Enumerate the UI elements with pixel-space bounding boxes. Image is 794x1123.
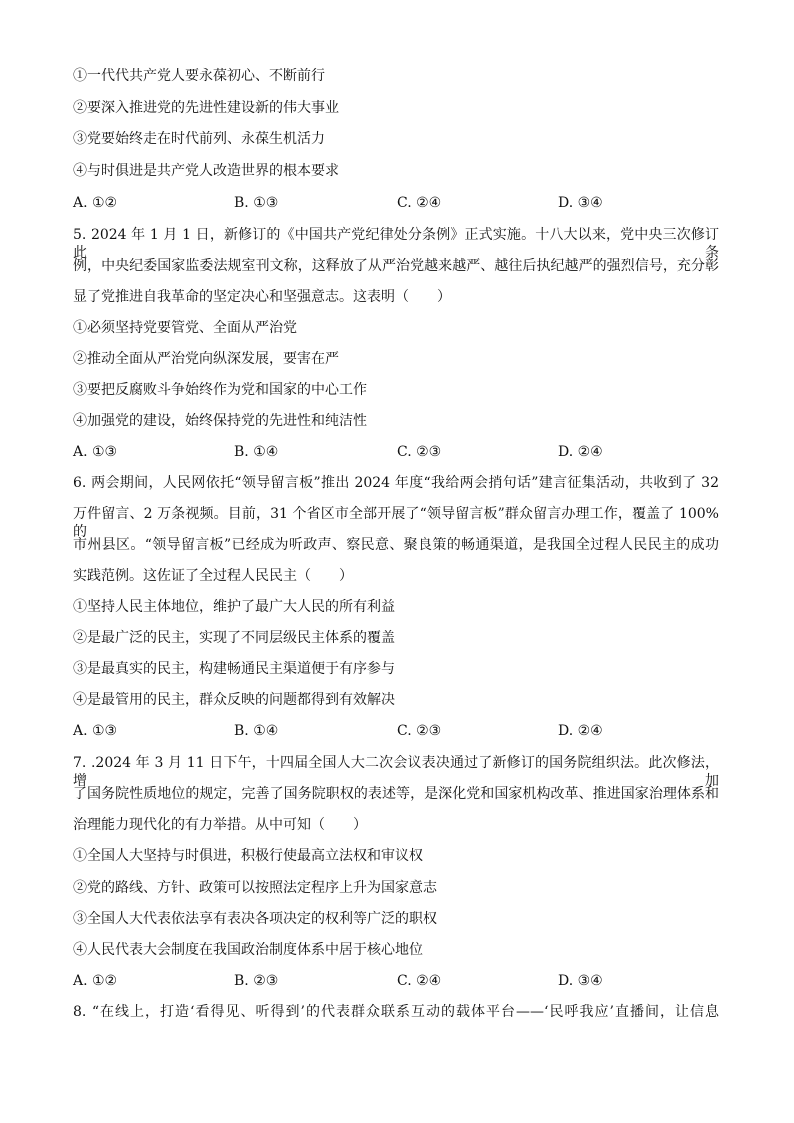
q4-option-a: A. ①② bbox=[73, 195, 118, 211]
q5-option-d: D. ②④ bbox=[558, 444, 603, 460]
q7-stem-line-2: 了国务院性质地位的规定，完善了国务院职权的表述等，是深化党和国家机构改革、推进国家治理体系和 bbox=[73, 786, 719, 802]
q6-option-c: C. ②③ bbox=[397, 723, 442, 739]
q6-statement-4: ④是最管用的民主，群众反映的问题都得到有效解决 bbox=[73, 692, 395, 708]
q7-option-a: A. ①② bbox=[73, 973, 118, 989]
q5-option-c: C. ②③ bbox=[397, 444, 442, 460]
q4-option-c: C. ②④ bbox=[397, 195, 442, 211]
q7-stem-line-1: 7. .2024 年 3 月 11 日下午，十四届全国人大二次会议表决通过了新修订的国务院组织法。此次修法，增加 bbox=[73, 755, 719, 789]
q4-statement-2: ②要深入推进党的先进性建设新的伟大事业 bbox=[73, 100, 339, 116]
q7-option-d: D. ③④ bbox=[558, 973, 603, 989]
q4-statement-4: ④与时俱进是共产党人改造世界的根本要求 bbox=[73, 163, 339, 179]
q6-stem-line-4: 实践范例。这佐证了全过程人民民主（ ） bbox=[73, 568, 353, 584]
q5-statement-2: ②推动全面从严治党向纵深发展，要害在严 bbox=[73, 351, 339, 367]
q7-option-c: C. ②④ bbox=[397, 973, 442, 989]
q6-statement-2: ②是最广泛的民主，实现了不同层级民主体系的覆盖 bbox=[73, 630, 395, 646]
q6-option-d: D. ②④ bbox=[558, 723, 603, 739]
q4-option-b: B. ①③ bbox=[234, 195, 279, 211]
q5-stem-line-3: 显了党推进自我革命的坚定决心和坚强意志。这表明（ ） bbox=[73, 289, 451, 305]
q6-option-a: A. ①③ bbox=[73, 723, 118, 739]
q7-option-b: B. ②③ bbox=[234, 973, 279, 989]
q7-statement-4: ④人民代表大会制度在我国政治制度体系中居于核心地位 bbox=[73, 942, 423, 958]
q5-statement-4: ④加强党的建设，始终保持党的先进性和纯洁性 bbox=[73, 413, 367, 429]
q4-statement-1: ①一代代共产党人要永葆初心、不断前行 bbox=[73, 68, 325, 84]
q5-stem-line-1: 5. 2024 年 1 月 1 日，新修订的《中国共产党纪律处分条例》正式实施。十八大以来，党中央三次修订此条 bbox=[73, 227, 719, 261]
q5-statement-1: ①必须坚持党要管党、全面从严治党 bbox=[73, 320, 297, 336]
q6-option-b: B. ①④ bbox=[234, 723, 279, 739]
q5-stem-line-2: 例，中央纪委国家监委法规室刊文称，这释放了从严治党越来越严、越往后执纪越严的强烈信号，充分彰 bbox=[73, 258, 719, 274]
q6-stem-line-1: 6. 两会期间，人民网依托“领导留言板”推出 2024 年度“我给两会捎句话”建言征集活动，共收到了 32 bbox=[73, 475, 719, 491]
q5-option-b: B. ①④ bbox=[234, 444, 279, 460]
q7-statement-1: ①全国人大坚持与时俱进，积极行使最高立法权和审议权 bbox=[73, 848, 423, 864]
q7-stem-line-3: 治理能力现代化的有力举措。从中可知（ ） bbox=[73, 817, 367, 833]
q7-statement-2: ②党的路线、方针、政策可以按照法定程序上升为国家意志 bbox=[73, 880, 437, 896]
q8-stem-line-1: 8. “在线上，打造‘看得见、听得到’的代表群众联系互动的载体平台——‘民呼我应’直播间，让信息 bbox=[73, 1004, 719, 1020]
q6-statement-1: ①坚持人民主体地位，维护了最广大人民的所有利益 bbox=[73, 599, 395, 615]
q6-statement-3: ③是最真实的民主，构建畅通民主渠道便于有序参与 bbox=[73, 661, 395, 677]
q5-statement-3: ③要把反腐败斗争始终作为党和国家的中心工作 bbox=[73, 382, 367, 398]
q6-stem-line-3: 市州县区。“领导留言板”已经成为听政声、察民意、聚良策的畅通渠道，是我国全过程人民民主的成功 bbox=[73, 537, 719, 553]
q7-statement-3: ③全国人大代表依法享有表决各项决定的权利等广泛的职权 bbox=[73, 911, 437, 927]
q5-option-a: A. ①③ bbox=[73, 444, 118, 460]
q4-option-d: D. ③④ bbox=[558, 195, 603, 211]
q4-statement-3: ③党要始终走在时代前列、永葆生机活力 bbox=[73, 131, 325, 147]
q6-stem-line-2: 万件留言、2 万条视频。目前，31 个省区市全部开展了“领导留言板”群众留言办理工作，覆盖了 100%的 bbox=[73, 506, 719, 540]
